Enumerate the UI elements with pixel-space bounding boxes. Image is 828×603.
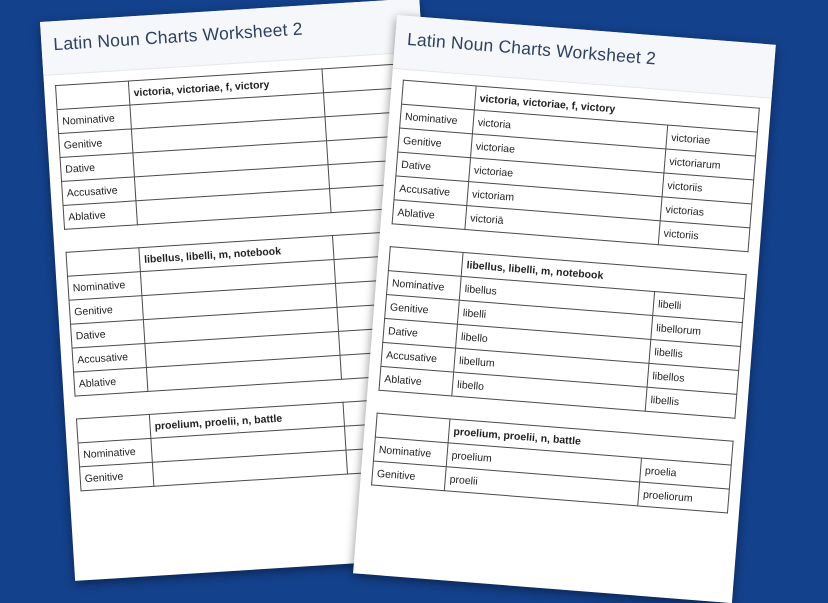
case-label-accusative: Accusative <box>381 342 456 372</box>
worksheet-title: Latin Noun Charts Worksheet 2 <box>52 18 304 55</box>
case-label-genitive: Genitive <box>80 462 154 491</box>
worksheet-title: Latin Noun Charts Worksheet 2 <box>406 28 657 69</box>
noun-chart-libellus <box>378 246 746 419</box>
singular-form: libelli <box>457 300 652 339</box>
singular-form: victoriā <box>465 206 660 245</box>
case-label-nominative: Nominative <box>373 437 448 467</box>
case-label-accusative: Accusative <box>72 344 146 373</box>
case-label-nominative: Nominative <box>68 272 142 301</box>
case-label-nominative: Nominative <box>400 104 475 134</box>
case-label-genitive: Genitive <box>385 295 460 325</box>
case-label-ablative: Ablative <box>379 366 454 396</box>
case-label-accusative: Accusative <box>62 177 136 206</box>
plural-form: victoriis <box>662 173 754 204</box>
plural-form: proelia <box>640 458 732 489</box>
noun-chart-victoria <box>55 63 421 230</box>
singular-form: proelium <box>446 443 641 482</box>
noun-lemma: libellus, libelli, m, notebook <box>461 252 746 298</box>
noun-lemma: victoria, victoriae, f, victory <box>474 86 759 132</box>
plural-form: victoriarum <box>664 149 756 180</box>
worksheet-body <box>360 69 772 515</box>
case-label-nominative: Nominative <box>78 438 152 467</box>
noun-lemma: proelium, proelii, n, battle <box>448 419 733 465</box>
case-label-dative: Dative <box>383 318 458 348</box>
plural-form: victoriis <box>658 221 750 252</box>
noun-lemma: victoria, victoriae, f, victory <box>128 69 323 105</box>
case-label-genitive: Genitive <box>69 296 143 325</box>
plural-form: libellis <box>649 339 741 370</box>
noun-lemma: proelium, proelii, n, battle <box>149 402 344 438</box>
plural-form: victorias <box>660 197 752 228</box>
singular-form: victoriam <box>467 182 662 221</box>
case-label-genitive: Genitive <box>372 461 447 491</box>
case-label-ablative: Ablative <box>392 200 467 230</box>
plural-form: proeliorum <box>638 482 730 513</box>
case-label-nominative: Nominative <box>387 271 462 301</box>
plural-form: victoriae <box>666 125 758 156</box>
singular-form: libello <box>452 372 647 411</box>
case-label-accusative: Accusative <box>394 176 469 206</box>
noun-lemma: libellus, libelli, m, notebook <box>139 236 334 272</box>
plural-form: libellos <box>647 363 739 394</box>
case-label-genitive: Genitive <box>59 129 133 158</box>
case-label-ablative: Ablative <box>63 201 137 230</box>
case-label-genitive: Genitive <box>398 128 473 158</box>
case-label-dative: Dative <box>71 320 145 349</box>
case-label-ablative: Ablative <box>74 368 148 397</box>
plural-form: libelli <box>653 292 745 323</box>
case-label-dative: Dative <box>396 152 471 182</box>
case-label-nominative: Nominative <box>57 105 131 134</box>
singular-form: libello <box>456 324 651 363</box>
singular-form: proelii <box>444 467 639 506</box>
singular-form: libellum <box>454 348 649 387</box>
plural-form: libellorum <box>651 315 743 346</box>
singular-form: victoria <box>472 110 667 149</box>
singular-form: victoriae <box>471 134 666 173</box>
plural-form: libellis <box>645 387 737 418</box>
singular-form: libellus <box>459 276 654 315</box>
noun-chart-victoria <box>392 80 760 253</box>
singular-form: victoriae <box>469 158 664 197</box>
case-label-dative: Dative <box>60 153 134 182</box>
noun-chart-proelium <box>371 413 734 514</box>
answer-key-worksheet <box>353 15 776 603</box>
